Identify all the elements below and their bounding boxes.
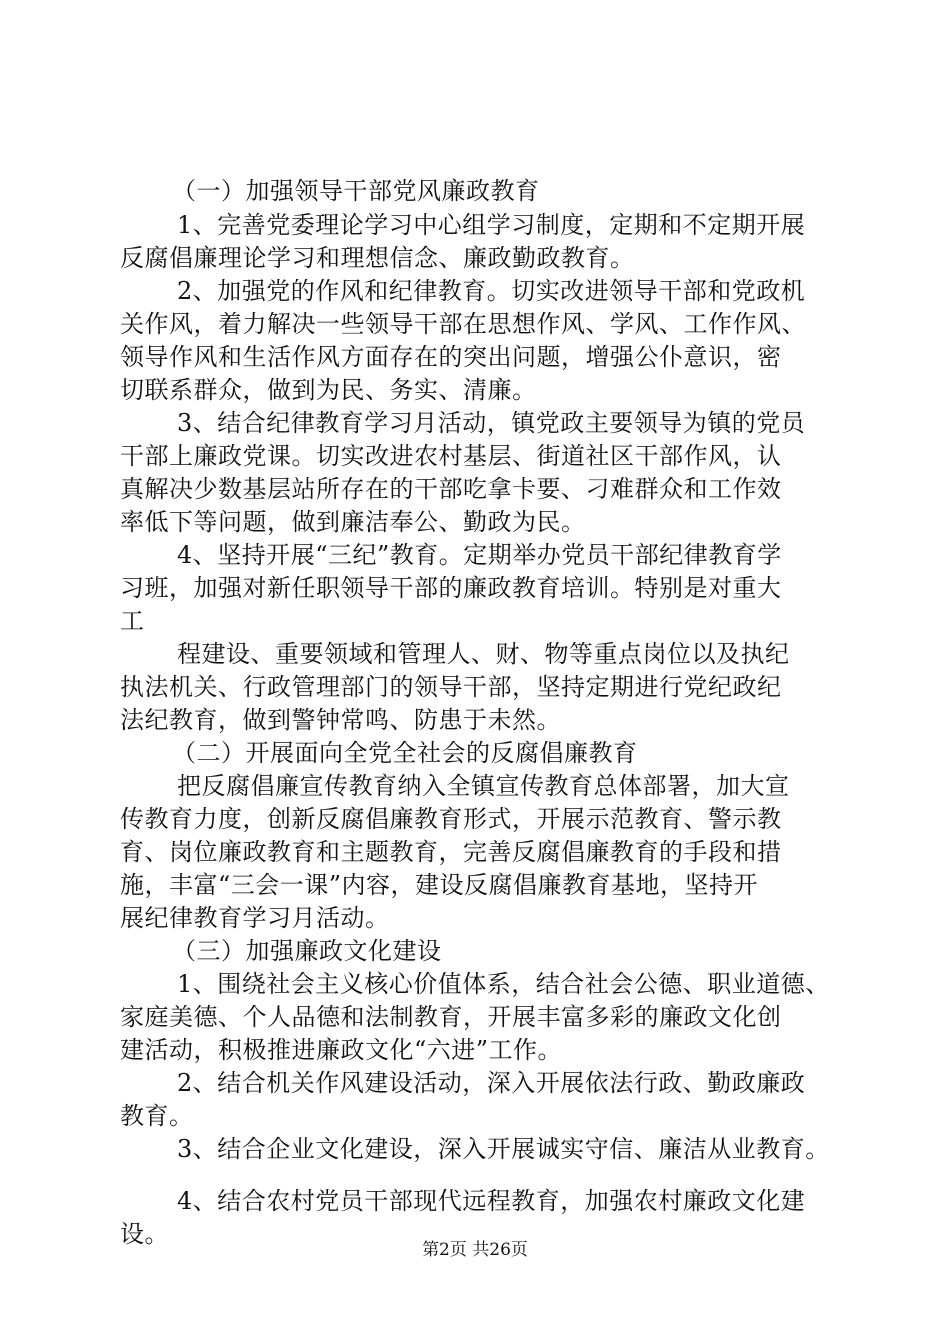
paragraph-line: 家庭美德、个人品德和法制教育，开展丰富多彩的廉政文化创	[120, 1003, 782, 1031]
paragraph-line: 工	[120, 607, 145, 635]
paragraph-line: 率低下等问题，做到廉洁奉公、勤政为民。	[120, 508, 586, 536]
section-heading-3: （三）加强廉政文化建设	[172, 937, 442, 965]
section-heading-1: （一）加强领导干部党风廉政教育	[172, 177, 540, 205]
page-number-footer: 第2页 共26页	[422, 1240, 528, 1260]
paragraph-line: 干部上廉政党课。切实改进农村基层、街道社区干部作风，认	[120, 442, 782, 470]
paragraph-line: 习班，加强对新任职领导干部的廉政教育培训。特别是对重大	[120, 574, 782, 602]
paragraph-line: 反腐倡廉理论学习和理想信念、廉政勤政教育。	[120, 244, 635, 272]
paragraph-line: 建活动，积极推进廉政文化“六进”工作。	[120, 1036, 563, 1064]
paragraph-line: 切联系群众，做到为民、务实、清廉。	[120, 376, 537, 404]
paragraph-line: 育、岗位廉政教育和主题教育，完善反腐倡廉教育的手段和措	[120, 838, 782, 866]
paragraph-line: 执法机关、行政管理部门的领导干部，坚持定期进行党纪政纪	[120, 673, 782, 701]
paragraph-line: 1、围绕社会主义核心价值体系，结合社会公德、职业道德、	[177, 970, 830, 998]
paragraph-line: 施，丰富“三会一课”内容，建设反腐倡廉教育基地，坚持开	[120, 871, 759, 899]
paragraph-line: 1、完善党委理论学习中心组学习制度，定期和不定期开展	[177, 211, 806, 239]
paragraph-line: 4、坚持开展“三纪”教育。定期举办党员干部纪律教育学	[177, 541, 782, 569]
paragraph-line: 教育。	[120, 1102, 194, 1130]
paragraph-line: 法纪教育，做到警钟常鸣、防患于未然。	[120, 706, 561, 734]
section-heading-2: （二）开展面向全党全社会的反腐倡廉教育	[172, 739, 638, 767]
paragraph-line: 4、结合农村党员干部现代远程教育，加强农村廉政文化建	[177, 1187, 806, 1215]
paragraph-line: 2、结合机关作风建设活动，深入开展依法行政、勤政廉政	[177, 1069, 806, 1097]
paragraph-line: 关作风，着力解决一些领导干部在思想作风、学风、工作作风、	[120, 310, 806, 338]
paragraph-line: 设。	[120, 1220, 169, 1248]
paragraph-line: 3、结合企业文化建设，深入开展诚实守信、廉洁从业教育。	[177, 1135, 830, 1163]
paragraph-line: 3、结合纪律教育学习月活动，镇党政主要领导为镇的党员	[177, 409, 806, 437]
paragraph-line: 领导作风和生活作风方面存在的突出问题，增强公仆意识，密	[120, 343, 782, 371]
paragraph-line: 真解决少数基层站所存在的干部吃拿卡要、刁难群众和工作效	[120, 475, 782, 503]
paragraph-line: 程建设、重要领域和管理人、财、物等重点岗位以及执纪	[177, 640, 790, 668]
paragraph-line: 展纪律教育学习月活动。	[120, 904, 390, 932]
paragraph-line: 传教育力度，创新反腐倡廉教育形式，开展示范教育、警示教	[120, 805, 782, 833]
paragraph-line: 2、加强党的作风和纪律教育。切实改进领导干部和党政机	[177, 277, 806, 305]
paragraph-line: 把反腐倡廉宣传教育纳入全镇宣传教育总体部署，加大宣	[177, 772, 790, 800]
